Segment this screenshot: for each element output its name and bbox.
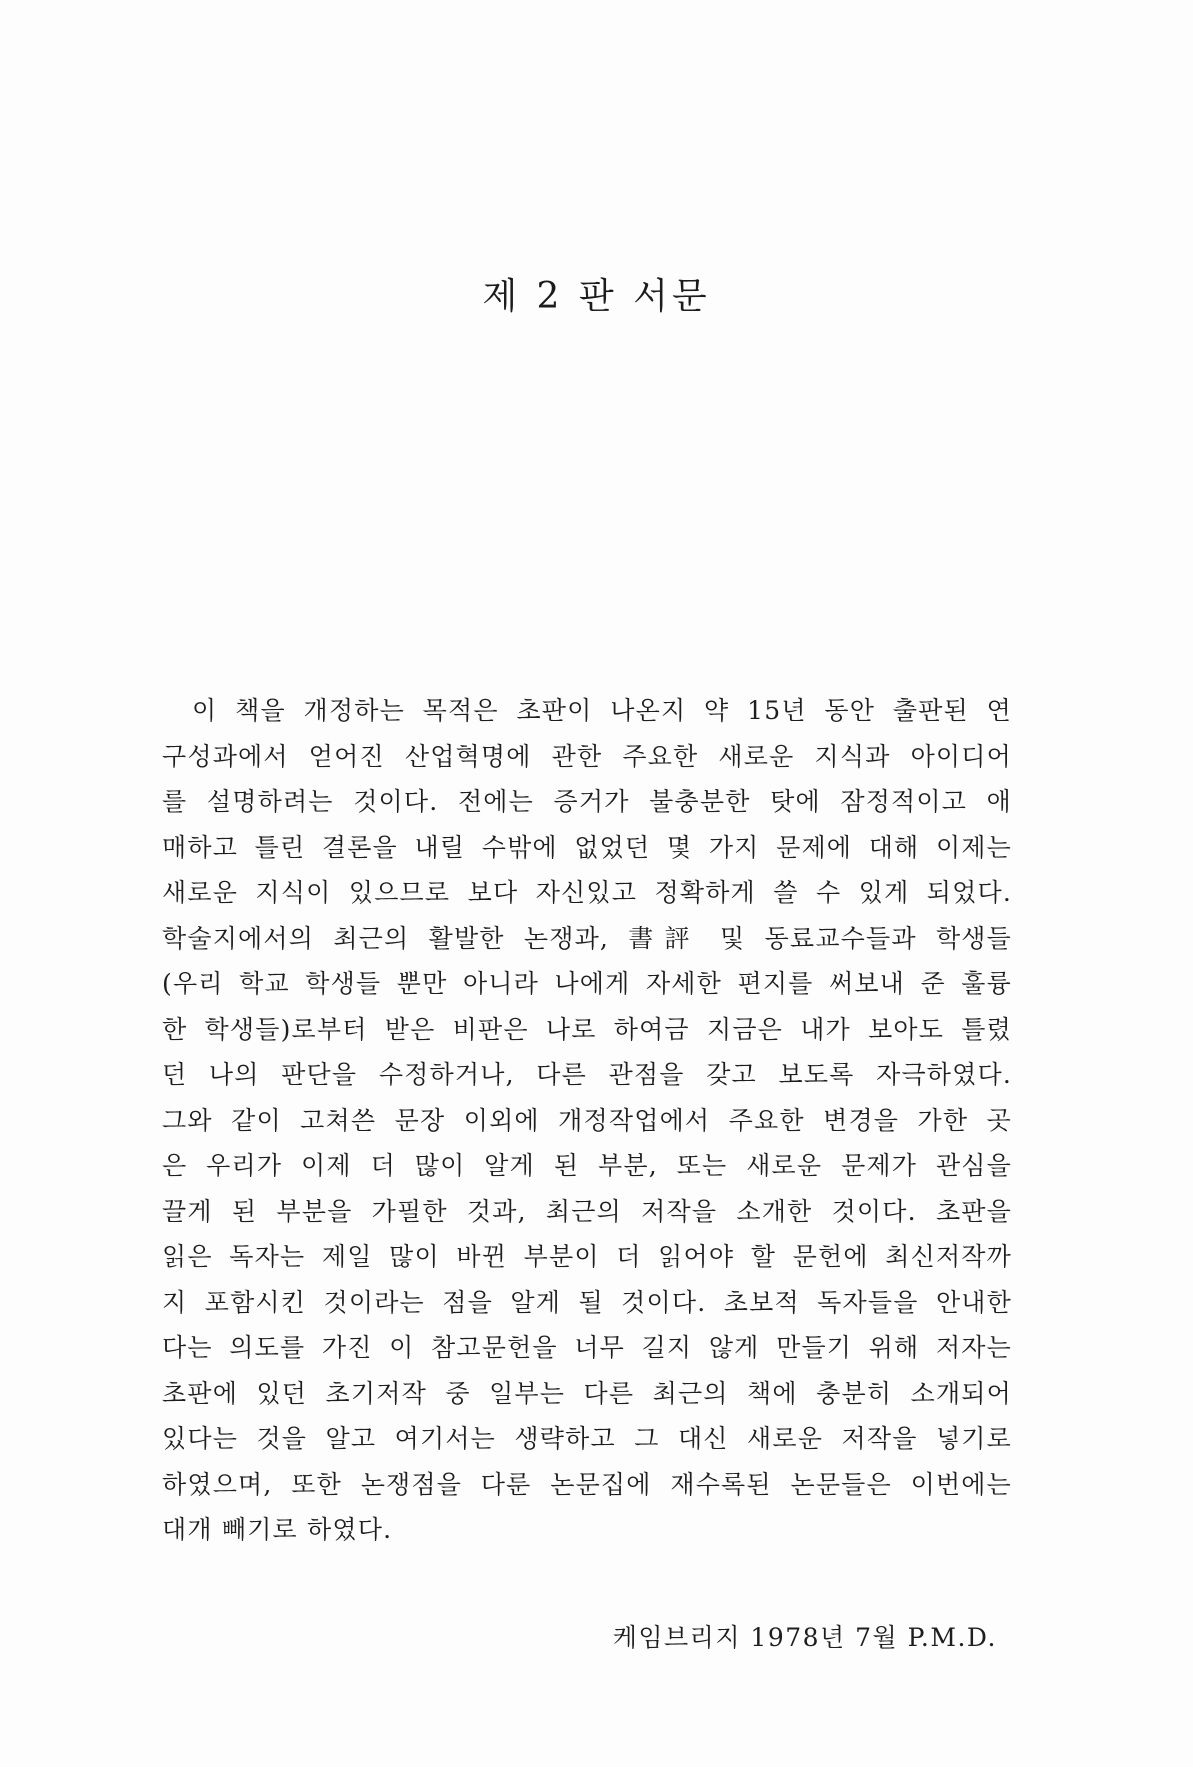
text-line: 이 책을 개정하는 목적은 초판이 나온지 약 15년 동안 출판된 연 [192, 696, 1012, 725]
text-line: 그와 같이 고쳐쓴 문장 이외에 개정작업에서 주요한 변경을 가한 곳 [162, 1105, 1012, 1135]
text-line: 초판에 있던 초기저작 중 일부는 다른 최근의 책에 충분히 소개되어 [162, 1378, 1012, 1408]
text-line: 구성과에서 얻어진 산업혁명에 관한 주요한 새로운 지식과 아이디어 [162, 741, 1012, 771]
text-line: 지 포함시킨 것이라는 점을 알게 될 것이다. 초보적 독자들을 안내한 [162, 1287, 1012, 1317]
text-line: 다는 의도를 가진 이 참고문헌을 너무 길지 않게 만들기 위해 저자는 [162, 1333, 1012, 1362]
text-line: 한 학생들)로부터 받은 비판은 나로 하여금 지금은 내가 보아도 틀렸 [162, 1014, 1012, 1044]
text-line: 던 나의 판단을 수정하거나, 다른 관점을 갖고 보도록 자극하였다. [162, 1060, 1012, 1089]
text-line: 하였으며, 또한 논쟁점을 다룬 논문집에 재수록된 논문들은 이번에는 [162, 1469, 1012, 1499]
text-line: 학술지에서의 최근의 활발한 논쟁과, 書評 및 동료교수들과 학생들 [162, 923, 1012, 953]
signature: 케임브리지 1978년 7월 P.M.D. [612, 1623, 997, 1652]
page-title: 제 2 판 서문 [482, 276, 711, 317]
text-line: 읽은 독자는 제일 많이 바뀐 부분이 더 읽어야 할 문헌에 최신저작까 [162, 1242, 1012, 1271]
text-line: 끌게 된 부분을 가필한 것과, 최근의 저작을 소개한 것이다. 초판을 [162, 1196, 1012, 1226]
text-line: (우리 학교 학생들 뿐만 아니라 나에게 자세한 편지를 써보내 준 훌륭 [162, 969, 1012, 998]
text-line: 를 설명하려는 것이다. 전에는 증거가 불충분한 탓에 잠정적이고 애 [162, 787, 1012, 816]
text-line: 대개 빼기로 하였다. [162, 1515, 393, 1544]
text-line: 있다는 것을 알고 여기서는 생략하고 그 대신 새로운 저작을 넣기로 [162, 1424, 1012, 1453]
text-line: 새로운 지식이 있으므로 보다 자신있고 정확하게 쓸 수 있게 되었다. [162, 878, 1012, 907]
text-line: 은 우리가 이제 더 많이 알게 된 부분, 또는 새로운 문제가 관심을 [162, 1151, 1012, 1180]
text-line: 매하고 틀린 결론을 내릴 수밖에 없었던 몇 가지 문제에 대해 이제는 [162, 832, 1012, 862]
preface-body [162, 688, 1012, 1553]
